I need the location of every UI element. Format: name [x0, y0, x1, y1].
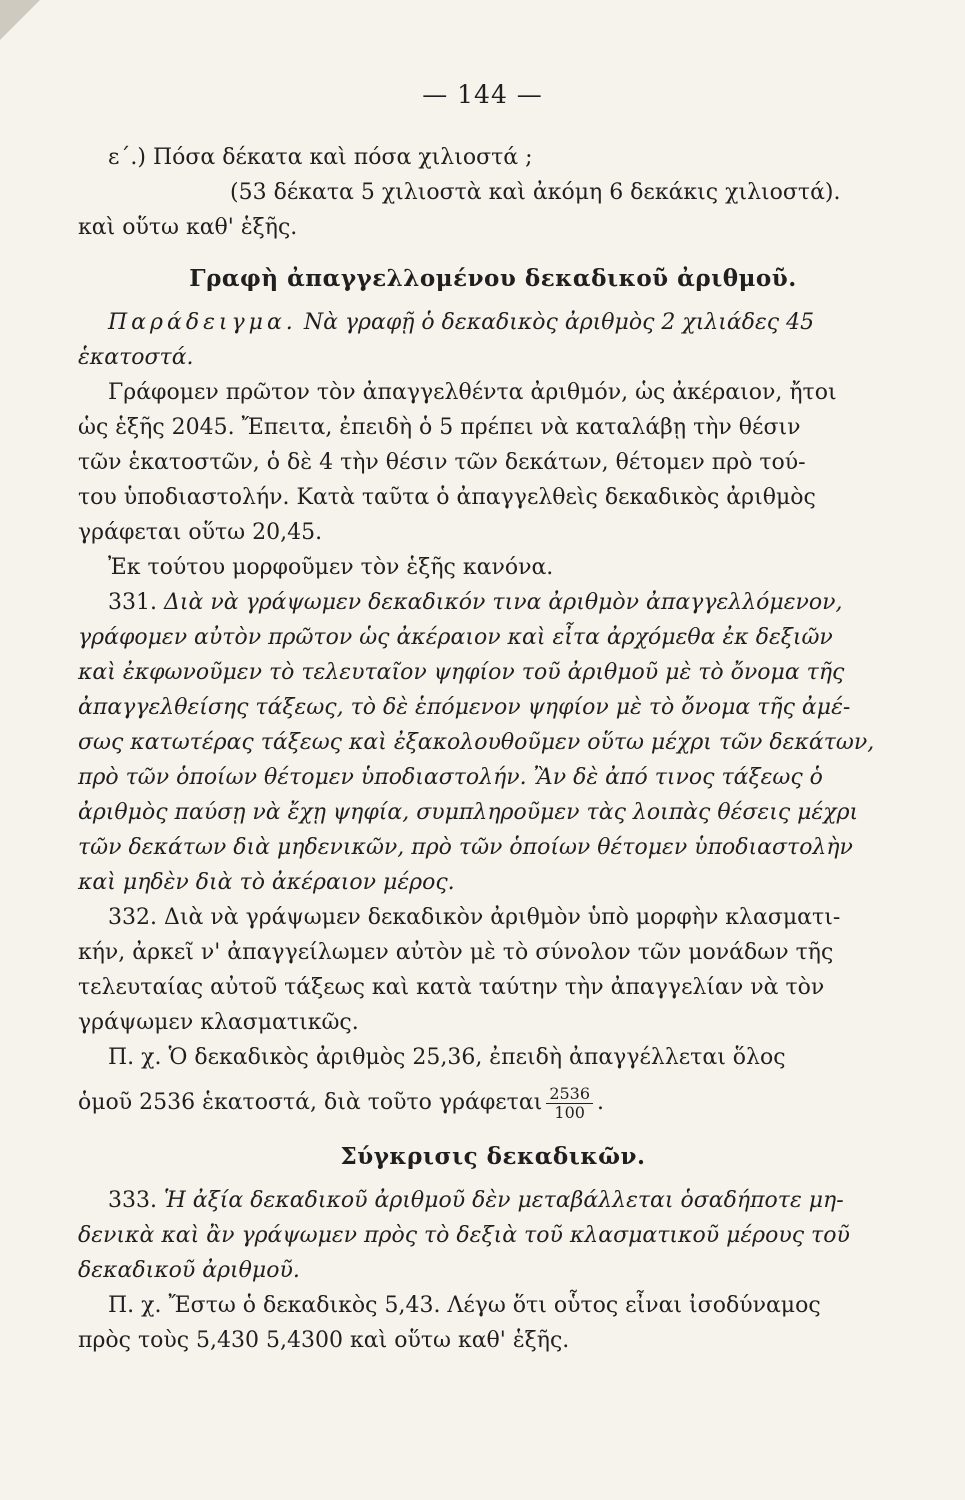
text-line: γράψωμεν κλασματικῶς.	[78, 1010, 359, 1035]
fraction-denominator: 100	[554, 1102, 585, 1122]
example-text: Νὰ γραφῇ ὁ δεκαδικὸς ἀριθμὸς 2 χιλιάδες 45	[303, 310, 815, 335]
paragraph-number: 331.	[108, 590, 157, 615]
rule-line: καὶ μηδὲν διὰ τὸ ἀκέραιον μέρος.	[78, 870, 455, 895]
section-heading-writing-decimals: Γραφὴ ἀπαγγελλομένου δεκαδικοῦ ἀριθμοῦ.	[189, 265, 797, 292]
fraction-numerator: 2536	[546, 1085, 593, 1104]
paragraph-number: 333.	[108, 1188, 157, 1213]
text-line: καὶ οὕτω καθ' ἑξῆς.	[78, 215, 298, 240]
text-line: ἑκατοστά.	[78, 345, 194, 370]
question-line: ε΄.) Πόσα δέκατα καὶ πόσα χιλιοστά ;	[108, 145, 533, 170]
fraction-line	[78, 1075, 908, 1131]
text-line: Π. χ. Ἔστω ὁ δεκαδικὸς 5,43. Λέγω ὅτι οὗτος εἶναι ἰσοδύναμος	[108, 1293, 821, 1318]
rule-line: ἀριθμὸς παύσῃ νὰ ἔχῃ ψηφία, συμπληροῦμεν τὰς λοιπὰς θέσεις μέχρι	[78, 800, 859, 825]
rule-333-line	[78, 1183, 908, 1218]
rule-text: Διὰ νὰ γράψωμεν δεκαδικόν τινα ἀριθμὸν ἀπαγγελλόμενον,	[163, 590, 843, 615]
text-line: του ὑποδιαστολήν. Κατὰ ταῦτα ὁ ἀπαγγελθεὶς δεκαδικὸς ἀριθμὸς	[78, 485, 816, 510]
rule-line: γράφομεν αὐτὸν πρῶτον ὡς ἀκέραιον καὶ εἶτα ἀρχόμεθα ἐκ δεξιῶν	[78, 625, 833, 650]
text-line: τελευταίας αὐτοῦ τάξεως καὶ κατὰ ταύτην τὴν ἀπαγγελίαν νὰ τὸν	[78, 975, 825, 1000]
example-line	[78, 305, 908, 340]
text-line: γράφεται οὕτω 20,45.	[78, 520, 323, 545]
rule-line: καὶ ἐκφωνοῦμεν τὸ τελευταῖον ψηφίον τοῦ ἀριθμοῦ μὲ τὸ ὄνομα τῆς	[78, 660, 845, 685]
example-label: Παράδειγμα.	[108, 310, 297, 335]
text-line: Π. χ. Ὁ δεκαδικὸς ἀριθμὸς 25,36, ἐπειδὴ ἀπαγγέλλεται ὅλος	[108, 1045, 786, 1070]
fraction-line-end: .	[597, 1090, 605, 1115]
text-line: Γράφομεν πρῶτον τὸν ἀπαγγελθέντα ἀριθμόν, ὡς ἀκέραιον, ἤτοι	[108, 380, 837, 405]
rule-line: ἀπαγγελθείσης τάξεως, τὸ δὲ ἑπόμενον ψηφίον μὲ τὸ ὄνομα τῆς ἀμέ-	[78, 695, 851, 720]
fraction	[546, 1085, 593, 1122]
rule-line: δεκαδικοῦ ἀριθμοῦ.	[78, 1258, 300, 1283]
page-body	[78, 140, 908, 1358]
section-heading-comparison: Σύγκρισις δεκαδικῶν.	[340, 1143, 646, 1170]
text-line: τῶν ἑκατοστῶν, ὁ δὲ 4 τὴν θέσιν τῶν δεκάτων, θέτομεν πρὸ τού-	[78, 450, 806, 475]
rule-line: τῶν δεκάτων διὰ μηδενικῶν, πρὸ τῶν ὁποίων θέτομεν ὑποδιαστολὴν	[78, 835, 853, 860]
rule-331-line	[78, 585, 908, 620]
text-line: ὡς ἑξῆς 2045. Ἔπειτα, ἐπειδὴ ὁ 5 πρέπει νὰ καταλάβῃ τὴν θέσιν	[78, 415, 801, 440]
rule-line: σως κατωτέρας τάξεως καὶ ἐξακολουθοῦμεν οὕτω μέχρι τῶν δεκάτων,	[78, 730, 875, 755]
fraction-line-text: ὁμοῦ 2536 ἑκατοστά, διὰ τοῦτο γράφεται	[78, 1090, 543, 1115]
rule-line: πρὸ τῶν ὁποίων θέτομεν ὑποδιαστολήν. Ἂν δὲ ἀπό τινος τάξεως ὁ	[78, 765, 823, 790]
text-line: κήν, ἀρκεῖ ν' ἀπαγγείλωμεν αὐτὸν μὲ τὸ σύνολον τῶν μονάδων τῆς	[78, 940, 834, 965]
rule-text: Ἡ ἀξία δεκαδικοῦ ἀριθμοῦ δὲν μεταβάλλεται ὁσαδήποτε μη-	[163, 1188, 844, 1213]
text-line: 332. Διὰ νὰ γράψωμεν δεκαδικὸν ἀριθμὸν ὑπὸ μορφὴν κλασματι-	[108, 905, 841, 930]
text-line: Ἐκ τούτου μορφοῦμεν τὸν ἑξῆς κανόνα.	[108, 555, 554, 580]
text-line: πρὸς τοὺς 5,430 5,4300 καὶ οὕτω καθ' ἑξῆς.	[78, 1328, 570, 1353]
answer-line: (53 δέκατα 5 χιλιοστὰ καὶ ἀκόμη 6 δεκάκις χιλιοστά).	[230, 180, 841, 205]
rule-line: δενικὰ καὶ ἂν γράψωμεν πρὸς τὸ δεξιὰ τοῦ κλασματικοῦ μέρους τοῦ	[78, 1223, 850, 1248]
page-number: — 144 —	[422, 80, 543, 109]
page-corner-fold	[0, 0, 40, 40]
